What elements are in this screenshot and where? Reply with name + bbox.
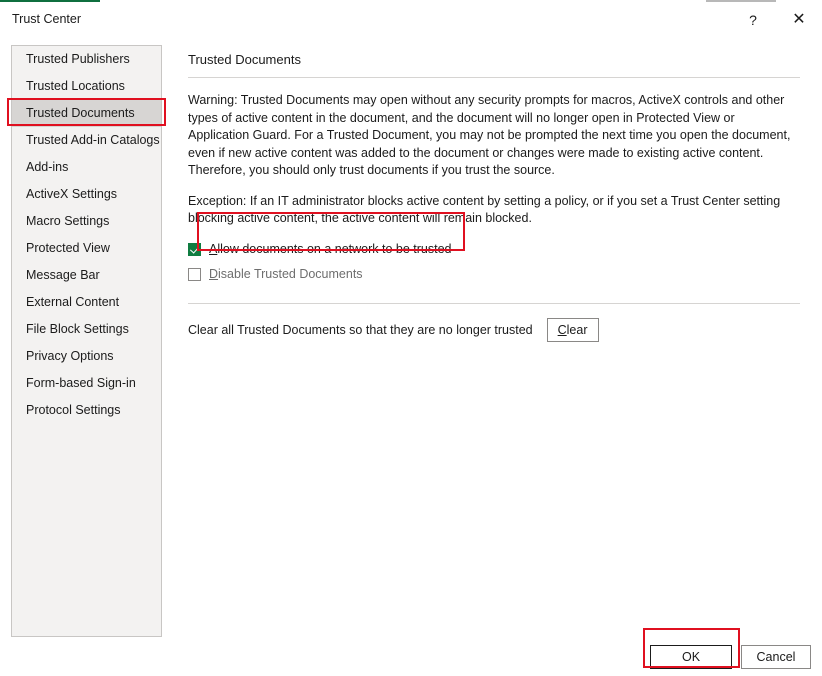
- sidebar-item-activex-settings[interactable]: [12, 181, 161, 208]
- clear-section-divider: [188, 303, 800, 304]
- sidebar-item-trusted-add-in-catalogs[interactable]: [12, 127, 161, 154]
- sidebar-item-form-based-sign-in[interactable]: [12, 370, 161, 397]
- sidebar-item-label: Macro Settings: [26, 214, 110, 228]
- warning-text: Warning: Trusted Documents may open without any security prompts for macros, ActiveX controls and other types of active content in the document, and the document will no longer open in Protected View or Application Guard. For a Trusted Document, you may not be prompted the next time you open the document, even if new active content was added to the document or changes were made to existing active content. Therefore, you should only trust documents if you trust the source.: [188, 93, 791, 177]
- disable-trusted-documents-label[interactable]: Disable Trusted Documents: [209, 266, 363, 281]
- sidebar-item-label: Protected View: [26, 241, 110, 255]
- cancel-button[interactable]: Cancel: [741, 645, 811, 669]
- page-title: Trusted Documents: [188, 52, 301, 67]
- sidebar-item-message-bar[interactable]: [12, 262, 161, 289]
- sidebar-item-label: Privacy Options: [26, 349, 114, 363]
- sidebar-item-label: Form-based Sign-in: [26, 376, 136, 390]
- category-list[interactable]: [11, 45, 162, 637]
- window-title: Trust Center: [12, 12, 82, 26]
- sidebar-item-protocol-settings[interactable]: [12, 397, 161, 424]
- clear-description: Clear all Trusted Documents so that they are no longer trusted: [188, 322, 533, 337]
- clear-button-label-rest: lear: [566, 322, 588, 337]
- sidebar-item-label: External Content: [26, 295, 120, 309]
- sidebar-item-add-ins[interactable]: [12, 154, 161, 181]
- exception-text: Exception: If an IT administrator blocks active content by setting a policy, or if you set a Trust Center setting blocking active content, the active content will remain blocked.: [188, 193, 781, 225]
- sidebar-item-macro-settings[interactable]: [12, 208, 161, 235]
- clear-button[interactable]: Clear: [547, 318, 599, 342]
- sidebar-item-trusted-publishers[interactable]: [12, 46, 161, 73]
- allow-network-documents-label-rest: llow documents on a network to be trusted: [217, 241, 452, 256]
- sidebar-item-label: File Block Settings: [26, 322, 129, 336]
- sidebar-item-label: Trusted Publishers: [26, 52, 130, 66]
- title-bar: [0, 2, 822, 36]
- allow-network-documents-checkbox[interactable]: [188, 243, 201, 256]
- sidebar-item-file-block-settings[interactable]: [12, 316, 161, 343]
- clear-trusted-documents-row: [188, 318, 800, 342]
- sidebar-item-privacy-options[interactable]: [12, 343, 161, 370]
- sidebar-item-label: Protocol Settings: [26, 403, 121, 417]
- heading-divider: [188, 77, 800, 78]
- close-icon[interactable]: ✕: [792, 11, 806, 28]
- sidebar-item-label: Add-ins: [26, 160, 69, 174]
- help-icon[interactable]: ?: [749, 12, 757, 28]
- sidebar-item-trusted-locations[interactable]: [12, 73, 161, 100]
- disable-trusted-documents-checkbox[interactable]: [188, 268, 201, 281]
- allow-network-documents-row[interactable]: [188, 241, 800, 259]
- sidebar-item-label: ActiveX Settings: [26, 187, 118, 201]
- sidebar-item-label: Trusted Add-in Catalogs: [26, 133, 160, 147]
- ok-button[interactable]: OK: [650, 645, 732, 669]
- settings-pane: [188, 52, 800, 342]
- allow-network-documents-label[interactable]: Allow documents on a network to be trusted: [209, 241, 452, 256]
- sidebar-item-trusted-documents[interactable]: [12, 100, 161, 127]
- sidebar-item-label: Message Bar: [26, 268, 100, 282]
- disable-trusted-documents-row[interactable]: [188, 266, 800, 284]
- sidebar-item-label: Trusted Documents: [26, 106, 135, 120]
- sidebar-item-protected-view[interactable]: [12, 235, 161, 262]
- disable-trusted-documents-label-rest: isable Trusted Documents: [218, 266, 363, 281]
- sidebar-item-label: Trusted Locations: [26, 79, 125, 93]
- sidebar-item-external-content[interactable]: [12, 289, 161, 316]
